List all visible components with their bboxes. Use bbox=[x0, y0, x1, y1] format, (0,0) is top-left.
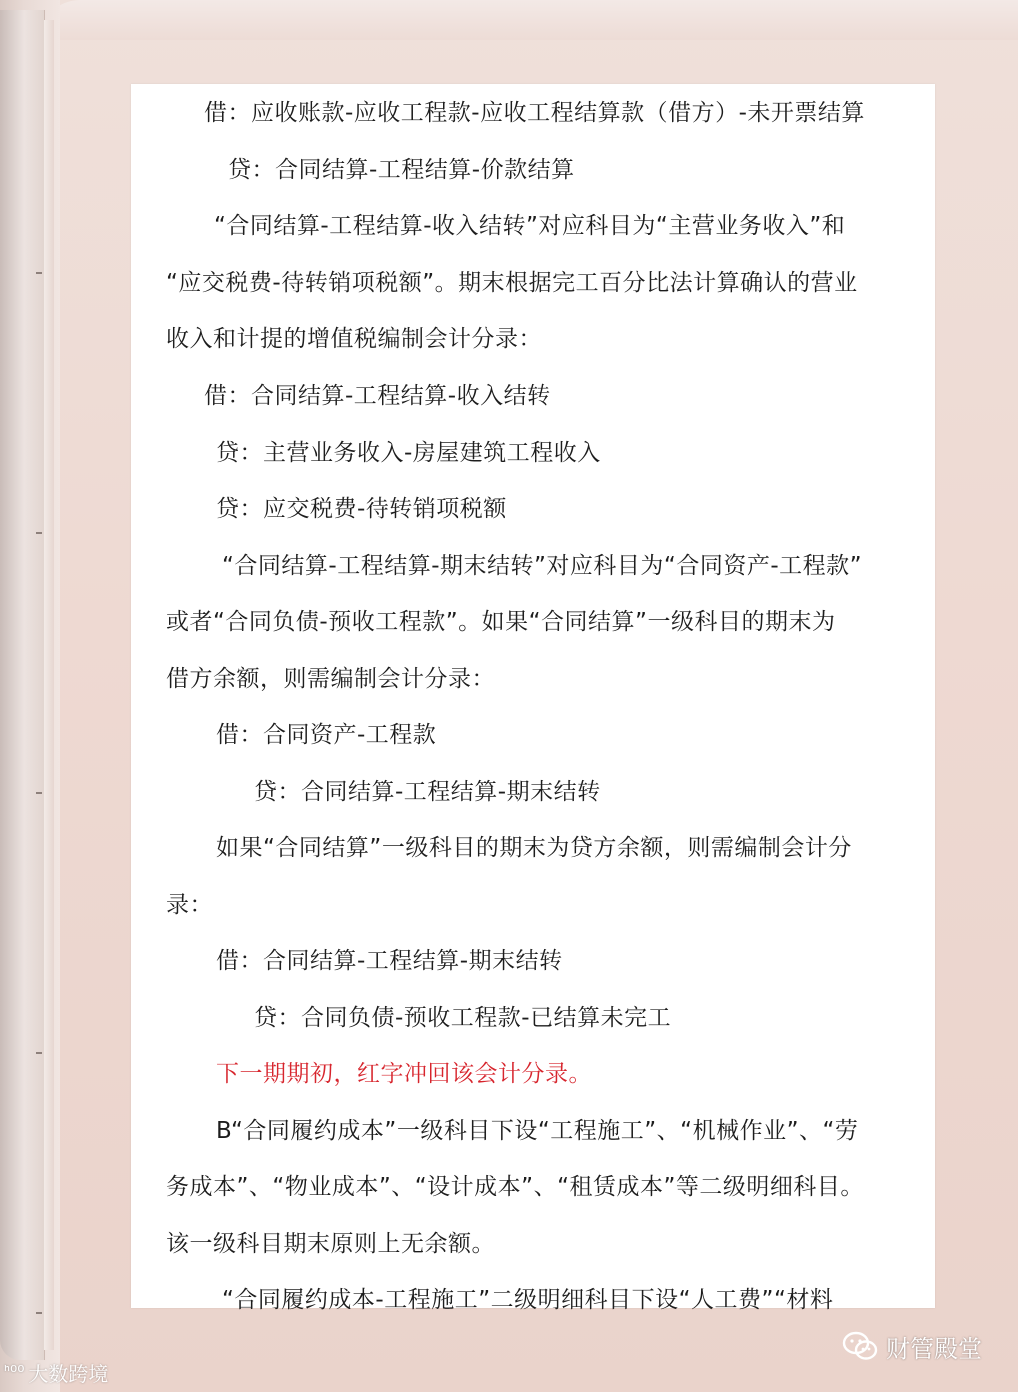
entry-credit-line: 贷：合同负债-预收工程款-已结算未完工 bbox=[254, 1005, 672, 1031]
wechat-icon bbox=[842, 1331, 878, 1361]
book-top-edge bbox=[40, 0, 1018, 40]
paragraph-line: 该一级科目期末原则上无余额。 bbox=[166, 1231, 495, 1257]
paragraph-line: 借方余额，则需编制会计分录： bbox=[166, 666, 495, 692]
paragraph-line: B“合同履约成本”一级科目下设“工程施工”、“机械作业”、“劳 bbox=[216, 1118, 859, 1144]
paragraph-line: 或者“合同负债-预收工程款”。如果“合同结算”一级科目的期末为 bbox=[166, 609, 836, 635]
red-note-line: 下一期期初，红字冲回该会计分录。 bbox=[216, 1061, 592, 1087]
watermark-text: 财管殿堂 bbox=[886, 1334, 982, 1363]
binding-stitch bbox=[36, 272, 42, 274]
entry-debit-line: 借：合同结算-工程结算-期末结转 bbox=[216, 948, 563, 974]
source-watermark bbox=[4, 1356, 108, 1388]
binding-stitch bbox=[36, 1312, 42, 1314]
binding-stitch bbox=[36, 1052, 42, 1054]
entry-credit-line: 贷：合同结算-工程结算-价款结算 bbox=[228, 157, 575, 183]
binding-stitch bbox=[36, 792, 42, 794]
paragraph-line: 务成本”、“物业成本”、“设计成本”、“租赁成本”等二级明细科目。 bbox=[166, 1174, 864, 1200]
paragraph-line: “合同结算-工程结算-收入结转”对应科目为“主营业务收入”和 bbox=[214, 213, 846, 239]
watermark-text: 大数跨境 bbox=[28, 1361, 109, 1386]
paragraph-line: 收入和计提的增值税编制会计分录： bbox=[166, 326, 542, 352]
paragraph-line: 录： bbox=[166, 892, 213, 918]
entry-credit-line: 贷：应交税费-待转销项税额 bbox=[216, 496, 507, 522]
entry-debit-line: 借：应收账款-应收工程款-应收工程结算款（借方）-未开票结算 bbox=[204, 100, 865, 126]
paragraph-line: “应交税费-待转销项税额”。期末根据完工百分比法计算确认的营业 bbox=[166, 270, 858, 296]
entry-credit-line: 贷：主营业务收入-房屋建筑工程收入 bbox=[216, 440, 601, 466]
wechat-watermark bbox=[842, 1326, 982, 1366]
entry-debit-line: 借：合同资产-工程款 bbox=[216, 722, 437, 748]
binding-stitch bbox=[36, 532, 42, 534]
paragraph-line: “合同履约成本-工程施工”二级明细科目下设“人工费”“材料 bbox=[222, 1287, 834, 1313]
paragraph-line: “合同结算-工程结算-期末结转”对应科目为“合同资产-工程款” bbox=[222, 553, 863, 579]
book-page-edge bbox=[44, 20, 54, 1350]
entry-debit-line: 借：合同结算-工程结算-收入结转 bbox=[204, 383, 551, 409]
paragraph-line: 如果“合同结算”一级科目的期末为贷方余额，则需编制会计分 bbox=[216, 835, 852, 861]
entry-credit-line: 贷：合同结算-工程结算-期末结转 bbox=[254, 779, 601, 805]
brand-logo: ᑋ⁰⁰ bbox=[4, 1361, 25, 1383]
book-left-page bbox=[0, 10, 45, 1360]
